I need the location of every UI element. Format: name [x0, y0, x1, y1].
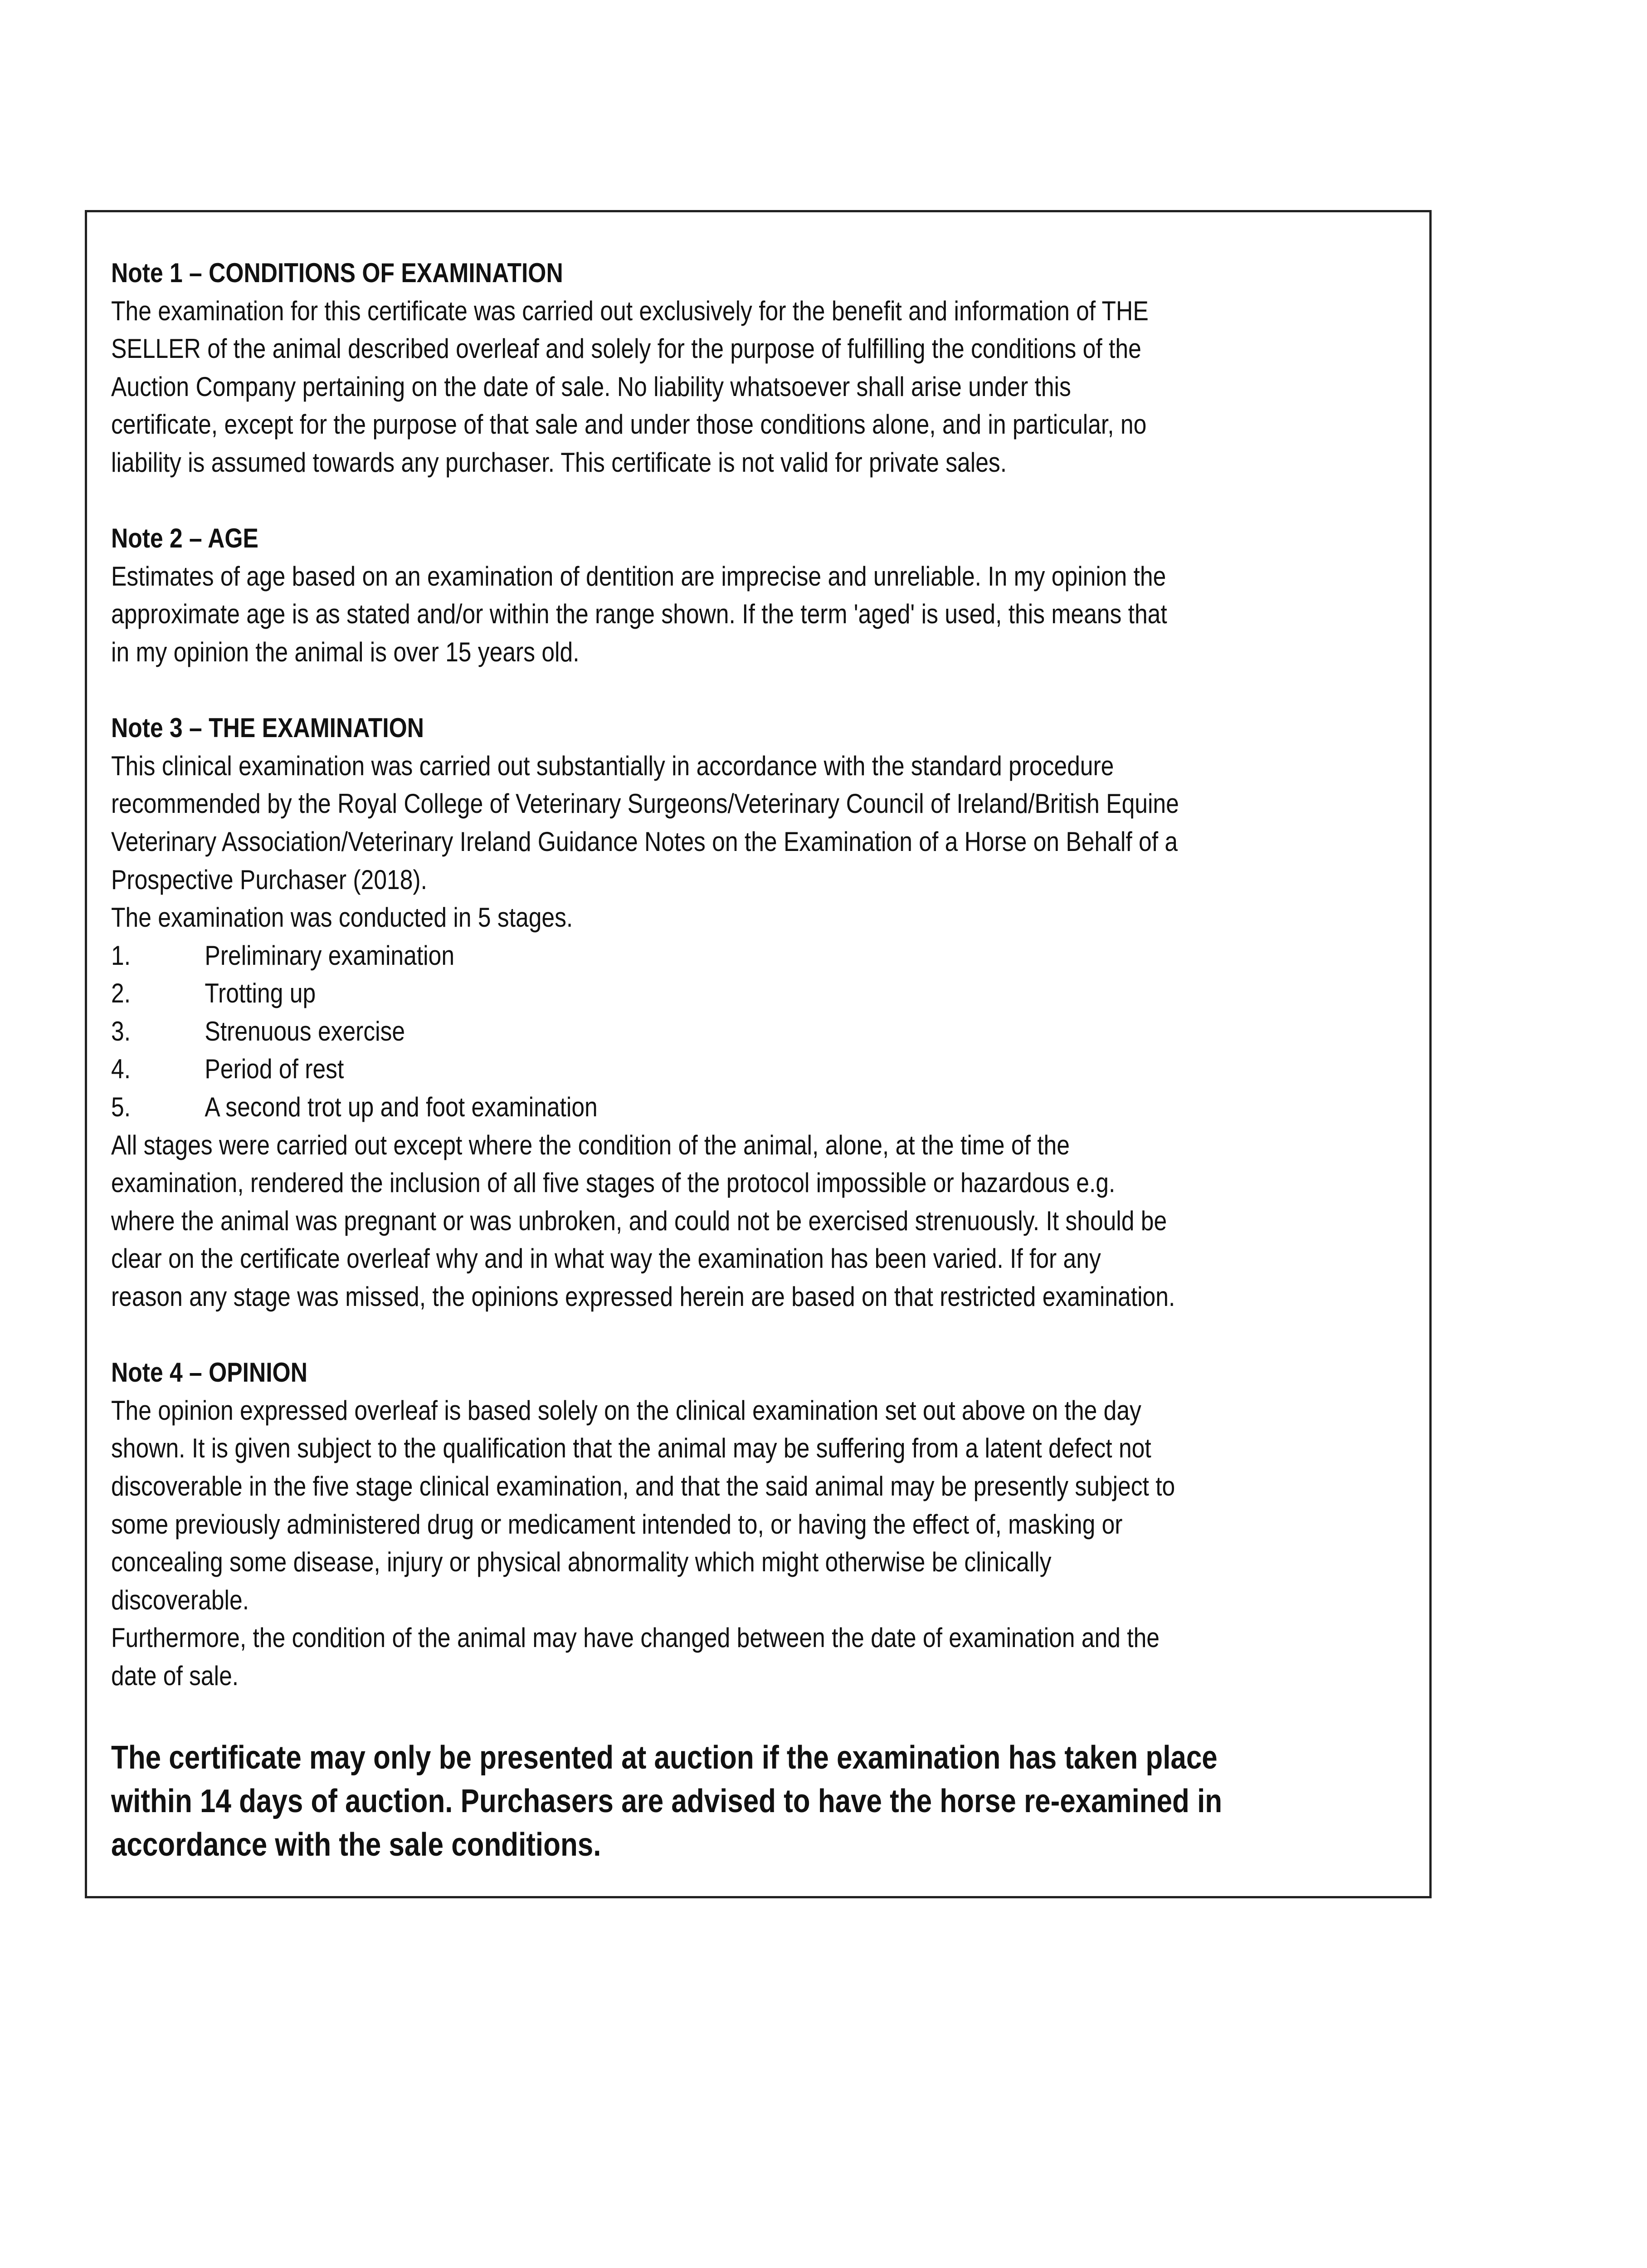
note-line: date of sale.	[111, 1660, 239, 1691]
stage-item	[111, 1012, 1398, 1051]
note-line: The examination was conducted in 5 stages.	[111, 902, 573, 933]
note-line: Veterinary Association/Veterinary Ireland Guidance Notes on the Examination of a Horse on Behalf of a	[111, 826, 1178, 857]
note-line: where the animal was pregnant or was unbroken, and could not be exercised strenuously. It should be	[111, 1205, 1167, 1236]
stage-item	[111, 1088, 1398, 1126]
note-line: This clinical examination was carried out substantially in accordance with the standard procedure	[111, 750, 1114, 781]
note-2	[111, 519, 1398, 671]
note-line: Auction Company pertaining on the date of sale. No liability whatsoever shall arise under this	[111, 371, 1071, 402]
note-1	[111, 254, 1398, 482]
note-line: in my opinion the animal is over 15 years old.	[111, 636, 580, 667]
note-line: The examination for this certificate was carried out exclusively for the benefit and information of THE	[111, 295, 1149, 326]
final-notice-line: The certificate may only be presented at auction if the examination has taken place	[111, 1739, 1218, 1776]
note-line: discoverable in the five stage clinical examination, and that the said animal may be presently subject to	[111, 1471, 1175, 1501]
note-heading: Note 3 – THE EXAMINATION	[111, 713, 424, 743]
stage-text: Period of rest	[205, 1054, 344, 1085]
note-line: clear on the certificate overleaf why and in what way the examination has been varied. If for any	[111, 1243, 1101, 1274]
stage-number: 3.	[111, 1016, 131, 1046]
stage-text: Strenuous exercise	[205, 1016, 405, 1046]
note-line: The opinion expressed overleaf is based solely on the clinical examination set out above on the day	[111, 1395, 1141, 1426]
note-4	[111, 1354, 1398, 1695]
final-notice-line: within 14 days of auction. Purchasers are advised to have the horse re-examined in	[111, 1783, 1223, 1819]
stage-number: 2.	[111, 978, 131, 1009]
note-line: concealing some disease, injury or physical abnormality which might otherwise be clinically	[111, 1547, 1052, 1578]
note-line: examination, rendered the inclusion of all five stages of the protocol impossible or hazardous e.g.	[111, 1168, 1116, 1198]
note-heading: Note 1 – CONDITIONS OF EXAMINATION	[111, 258, 563, 288]
stage-number: 4.	[111, 1054, 131, 1085]
certificate-notes	[111, 254, 1398, 1867]
stage-item	[111, 974, 1398, 1012]
final-notice	[111, 1736, 1398, 1867]
stage-number: 1.	[111, 940, 131, 971]
note-line: Estimates of age based on an examination of dentition are imprecise and unreliable. In my opinion the	[111, 561, 1166, 591]
note-line: reason any stage was missed, the opinions expressed herein are based on that restricted examination.	[111, 1281, 1175, 1312]
note-line: some previously administered drug or medicament intended to, or having the effect of, masking or	[111, 1509, 1123, 1540]
note-line: recommended by the Royal College of Veterinary Surgeons/Veterinary Council of Ireland/British Equine	[111, 788, 1179, 819]
note-heading: Note 4 – OPINION	[111, 1357, 307, 1388]
stage-item	[111, 937, 1398, 975]
stage-item	[111, 1050, 1398, 1088]
note-3	[111, 709, 1398, 1316]
note-line: approximate age is as stated and/or within the range shown. If the term 'aged' is used, this means that	[111, 599, 1167, 630]
note-heading: Note 2 – AGE	[111, 523, 258, 554]
stage-text: Preliminary examination	[205, 940, 455, 971]
note-line: Furthermore, the condition of the animal may have changed between the date of examination and the	[111, 1623, 1160, 1653]
note-line: shown. It is given subject to the qualification that the animal may be suffering from a latent defect not	[111, 1433, 1151, 1464]
note-line: liability is assumed towards any purchaser. This certificate is not valid for private sales.	[111, 447, 1007, 478]
note-line: certificate, except for the purpose of that sale and under those conditions alone, and in particular, no	[111, 409, 1147, 440]
note-line: All stages were carried out except where the condition of the animal, alone, at the time of the	[111, 1129, 1070, 1160]
note-line: SELLER of the animal described overleaf and solely for the purpose of fulfilling the conditions of the	[111, 333, 1141, 364]
stage-number: 5.	[111, 1092, 131, 1123]
note-line: discoverable.	[111, 1584, 249, 1615]
stage-text: A second trot up and foot examination	[205, 1092, 598, 1123]
note-line: Prospective Purchaser (2018).	[111, 864, 427, 895]
final-notice-line: accordance with the sale conditions.	[111, 1826, 601, 1863]
stage-text: Trotting up	[205, 978, 316, 1009]
